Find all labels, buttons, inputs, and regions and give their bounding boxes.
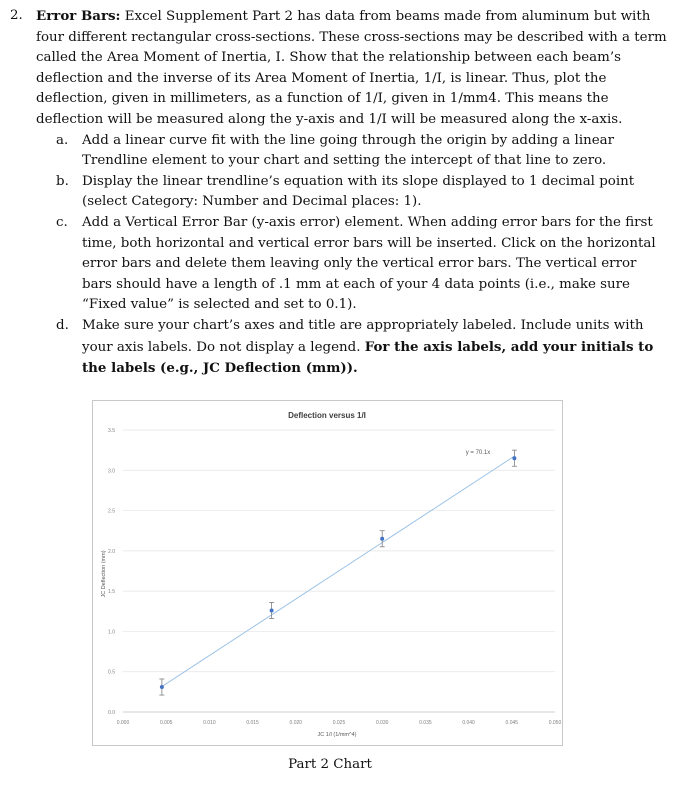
sub-question-letter: b. [56, 173, 69, 189]
y-axis-label: JC Deflection (mm) [101, 550, 107, 598]
x-tick-label: 0.040 [462, 720, 475, 726]
sub-question-b [8, 172, 668, 213]
question-block [8, 6, 668, 380]
data-point [160, 685, 164, 689]
chart-caption: Part 2 Chart [288, 757, 372, 772]
sub-question-bold-text: For the axis labels, add your initials to the labels (e.g., JC Deflection (mm)). [82, 338, 654, 377]
chart-frame [92, 400, 563, 746]
y-tick-label: 0.5 [108, 669, 115, 676]
sub-question-letter: c. [56, 214, 68, 230]
x-tick-label: 0.035 [419, 720, 432, 726]
question-intro-text: Excel Supplement Part 2 has data from beams made from aluminum but with four different rectangular cross-sections. These cross-sections may be described with a term called the Area Moment of Inertia, I. Show that the relationship between each beam’s deflection and the inverse of its Area Moment of Inertia, 1/I, is linear. Thus, plot the deflection, given in millimeters, as a function of 1/I, given in 1/mm4. This means the deflection will be measured along the y-axis and 1/I will be measured along the x-axis. [36, 9, 667, 127]
x-tick-label: 0.000 [116, 720, 130, 726]
tick-labels [108, 428, 561, 726]
chart-title: Deflection versus 1/I [288, 411, 366, 420]
x-tick-label: 0.050 [548, 720, 562, 726]
y-tick-label: 1.5 [108, 589, 115, 596]
x-axis-label: JC 1/I (1/mm^4) [317, 732, 357, 738]
sub-question-letter: d. [56, 317, 69, 333]
trendline [162, 456, 515, 686]
data-points [159, 450, 517, 695]
question-intro [36, 6, 668, 131]
sub-question-letter: a. [56, 132, 69, 148]
x-tick-label: 0.020 [289, 720, 303, 726]
question-number: 2. [10, 8, 23, 23]
x-tick-label: 0.005 [159, 720, 173, 726]
sub-question-a [8, 131, 668, 172]
data-point [270, 608, 274, 612]
y-tick-label: 2.0 [108, 548, 115, 555]
x-tick-label: 0.010 [203, 720, 216, 726]
sub-question-text: Display the linear trendline’s equation with its slope displayed to 1 decimal point (select Category: Number and Decimal places: 1). [82, 173, 635, 210]
x-tick-label: 0.015 [246, 720, 259, 726]
y-tick-label: 0.0 [108, 710, 115, 716]
data-point [380, 537, 384, 541]
x-tick-label: 0.030 [375, 720, 389, 726]
sub-question-list [8, 131, 668, 380]
y-tick-label: 3.0 [108, 468, 115, 475]
sub-question-text: Make sure your chart’s axes and title are appropriately labeled. Include units with your axis labels. Do not display a legend. [82, 317, 644, 355]
sub-question-c [8, 213, 668, 316]
trendline-equation: y = 70.1x [465, 450, 491, 456]
x-tick-label: 0.025 [332, 720, 346, 726]
sub-question-text: Add a linear curve fit with the line going through the origin by adding a linear Trendline element to your chart and setting the intercept of that line to zero. [82, 132, 615, 169]
x-tick-label: 0.045 [505, 720, 519, 726]
data-point [512, 456, 516, 460]
sub-question-d [8, 316, 668, 380]
trendline-group [162, 456, 515, 686]
y-tick-label: 3.5 [108, 428, 115, 434]
y-tick-label: 2.5 [108, 508, 115, 515]
question-title: Error Bars: [36, 8, 121, 24]
sub-question-text: Add a Vertical Error Bar (y-axis error) element. When adding error bars for the first time, both horizontal and vertical error bars will be inserted. Click on the horizontal error bars and delete them leaving only the vertical error bars. The vertical error bars should have a length of .1 mm at each of your 4 data points (i.e., make sure “Fixed value” is selected and set to 0.1). [82, 214, 656, 313]
deflection-chart [93, 401, 562, 745]
y-tick-label: 1.0 [108, 629, 115, 636]
